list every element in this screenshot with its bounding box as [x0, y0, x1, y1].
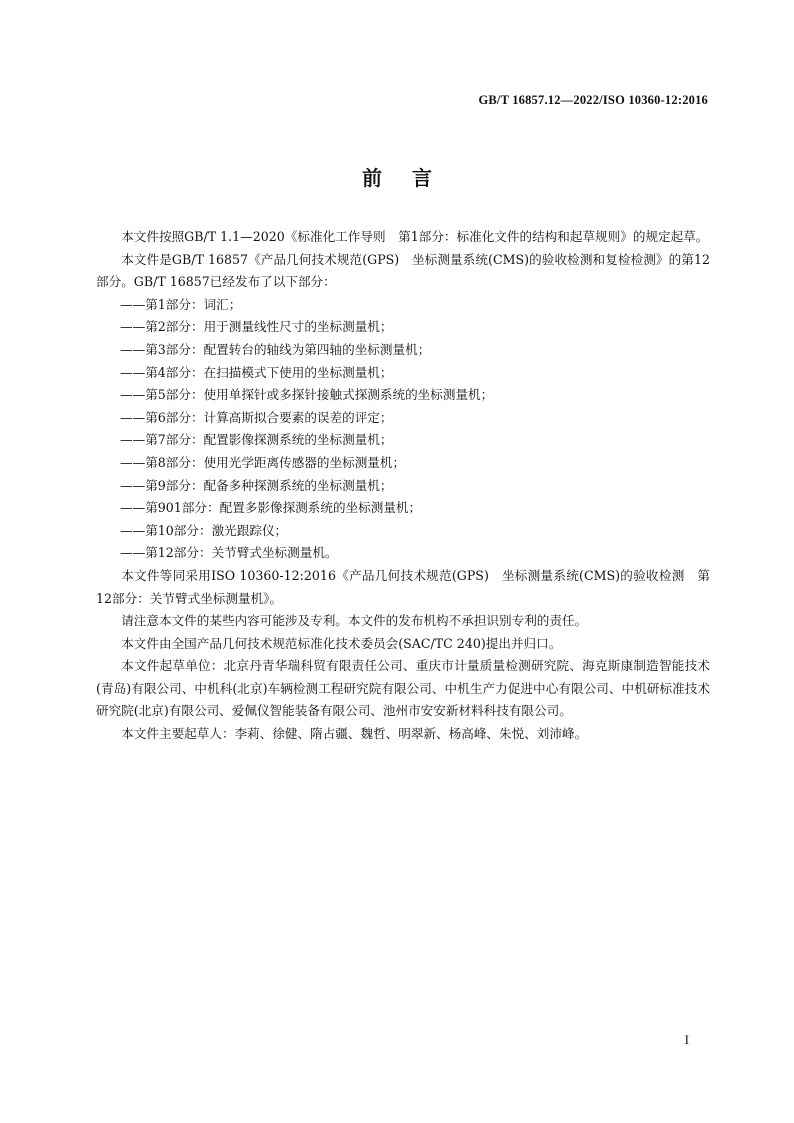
list-item: ——第901部分：配置多影像探测系统的坐标测量机；	[120, 500, 422, 516]
parts-list	[96, 294, 710, 565]
list-item: ——第4部分：在扫描模式下使用的坐标测量机；	[120, 364, 393, 380]
document-body	[96, 226, 710, 746]
paragraph-iso-adoption: 本文件等同采用ISO 10360-12:2016《产品几何技术规范(GPS) 坐标测量系统(CMS)的验收检测 第12部分：关节臂式坐标测量机》。	[96, 567, 710, 606]
standard-code: GB/T 16857.12—2022/ISO 10360-12:2016	[478, 93, 708, 107]
list-item: ——第1部分：词汇；	[120, 296, 242, 312]
list-item: ——第12部分：关节臂式坐标测量机。	[120, 545, 338, 561]
page-number: I	[684, 1032, 689, 1047]
paragraph-drafting-units: 本文件起草单位：北京丹青华瑞科贸有限责任公司、重庆市计量质量检测研究院、海克斯康制造智能技术(青岛)有限公司、中机科(北京)车辆检测工程研究院有限公司、中机生产力促进中心有限公司、中机研标准技术研究院(北京)有限公司、爱佩仪智能装备有限公司、池州市安安新材料科技有限公司。	[96, 658, 710, 719]
page-title: 前言	[362, 166, 462, 190]
paragraph-patent-notice: 请注意本文件的某些内容可能涉及专利。本文件的发布机构不承担识别专利的责任。	[121, 613, 588, 629]
list-item: ——第8部分：使用光学距离传感器的坐标测量机；	[120, 454, 406, 470]
paragraph-drafting-rules: 本文件按照GB/T 1.1—2020《标准化工作导则 第1部分：标准化文件的结构和起草规则》的规定起草。	[121, 229, 709, 244]
list-item: ——第9部分：配备多种探测系统的坐标测量机；	[120, 477, 393, 493]
list-item: ——第6部分：计算高斯拟合要素的误差的评定；	[120, 409, 393, 425]
paragraph-committee: 本文件由全国产品几何技术规范标准化技术委员会(SAC/TC 240)提出并归口。	[121, 635, 562, 651]
paragraph-series-intro: 本文件是GB/T 16857《产品几何技术规范(GPS) 坐标测量系统(CMS)的验收检测和复检检测》的第12部分。GB/T 16857已经发布了以下部分：	[96, 251, 710, 290]
list-item: ——第3部分：配置转台的轴线为第四轴的坐标测量机；	[120, 341, 431, 357]
list-item: ——第5部分：使用单探针或多探针接触式探测系统的坐标测量机；	[120, 387, 494, 403]
list-item: ——第2部分：用于测量线性尺寸的坐标测量机；	[120, 319, 393, 335]
list-item: ——第7部分：配置影像探测系统的坐标测量机；	[120, 432, 393, 448]
list-item: ——第10部分：激光跟踪仪；	[120, 522, 288, 538]
paragraph-drafters: 本文件主要起草人：李莉、徐健、隋占疆、魏哲、明翠新、杨高峰、朱悦、刘沛峰。	[121, 726, 588, 742]
